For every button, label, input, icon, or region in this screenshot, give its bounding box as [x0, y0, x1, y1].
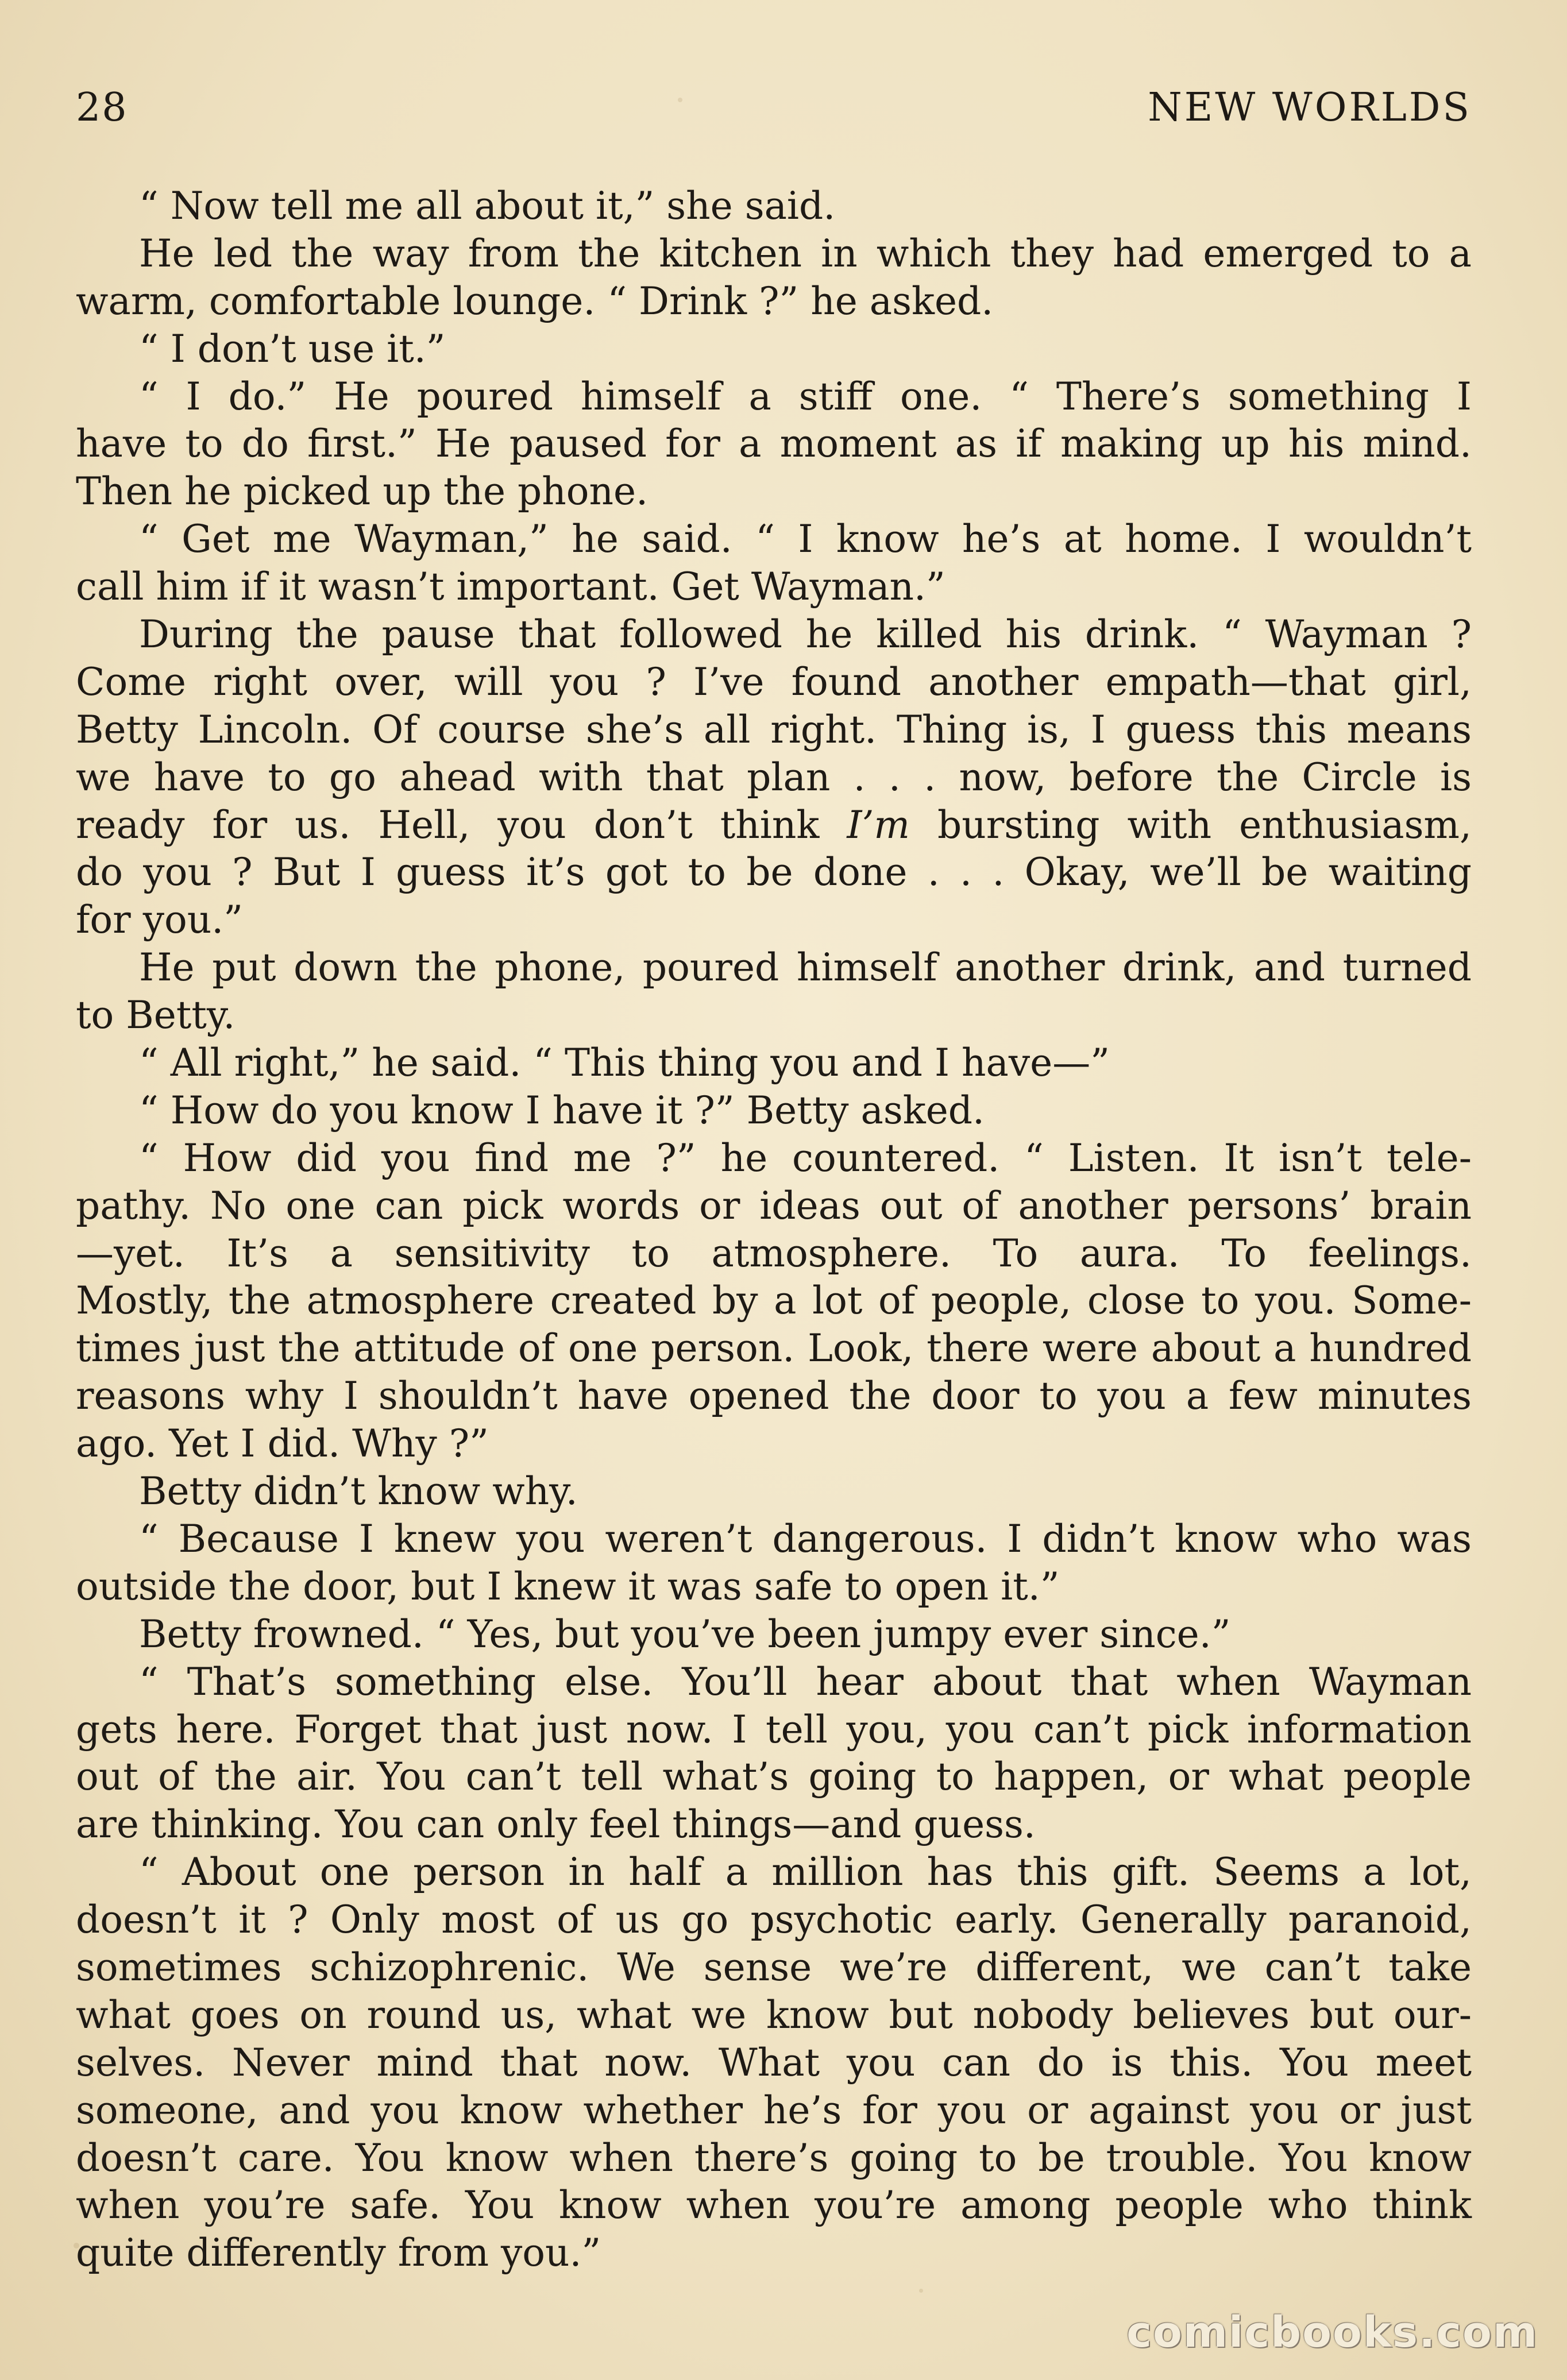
text-line: Betty frowned. “ Yes, but you’ve been jumpy ever since.” — [139, 1612, 1231, 1656]
text-line: pathy. No one can pick words or ideas out of another persons’ brain — [76, 1183, 1472, 1228]
text-line: selves. Never mind that now. What you can do is this. You meet — [76, 2040, 1472, 2085]
text-line: when you’re safe. You know when you’re among people who think — [76, 2183, 1472, 2228]
text-line: “ Because I knew you weren’t dangerous. I didn’t know who was — [139, 1516, 1472, 1561]
page-body-text — [76, 183, 1472, 2277]
text-line: Mostly, the atmosphere created by a lot of people, close to you. Some- — [76, 1278, 1472, 1323]
page-number: 28 — [76, 85, 128, 130]
text-line: outside the door, but I knew it was safe to open it.” — [76, 1564, 1060, 1609]
text-line: He led the way from the kitchen in which they had emerged to a — [139, 231, 1472, 276]
text-line: During the pause that followed he killed his drink. “ Wayman ? — [139, 612, 1472, 657]
text-line: someone, and you know whether he’s for you or against you or just — [76, 2088, 1472, 2132]
text-line: “ About one person in half a million has this gift. Seems a lot, — [139, 1850, 1472, 1895]
paper-speck — [919, 2289, 923, 2293]
text-line: doesn’t it ? Only most of us go psychotic early. Generally paranoid, — [76, 1898, 1472, 1942]
text-line: “ All right,” he said. “ This thing you and I have—” — [139, 1041, 1110, 1085]
text-line: gets here. Forget that just now. I tell you, you can’t pick information — [76, 1707, 1472, 1752]
text-line: sometimes schizophrenic. We sense we’re different, we can’t take — [76, 1945, 1472, 1989]
site-watermark: comicbooks.com — [1126, 2308, 1538, 2357]
text-line: Betty Lincoln. Of course she’s all right. Thing is, I guess this means — [76, 707, 1472, 752]
text-line: ago. Yet I did. Why ?” — [76, 1421, 489, 1466]
text-line: “ Get me Wayman,” he said. “ I know he’s at home. I wouldn’t — [139, 517, 1472, 562]
text-line: are thinking. You can only feel things—and guess. — [76, 1802, 1036, 1847]
text-line: “ Now tell me all about it,” she said. — [139, 184, 836, 228]
text-line: “ How did you find me ?” he countered. “ Listen. It isn’t tele- — [139, 1135, 1472, 1180]
text-line: what goes on round us, what we know but nobody believes but our- — [76, 1992, 1472, 2037]
text-line: we have to go ahead with that plan . . . now, before the Circle is — [76, 755, 1472, 799]
text-line: reasons why I shouldn’t have opened the door to you a few minutes — [76, 1374, 1472, 1419]
text-line: He put down the phone, poured himself another drink, and turned — [139, 945, 1472, 990]
text-line: quite differently from you.” — [76, 2231, 601, 2275]
text-line: ready for us. Hell, you don’t think I’m bursting with enthusiasm, — [76, 802, 1472, 847]
text-line: “ How do you know I have it ?” Betty asked. — [139, 1088, 985, 1133]
text-line: for you.” — [76, 898, 243, 942]
text-line: Then he picked up the phone. — [76, 469, 649, 514]
text-line: Betty didn’t know why. — [139, 1469, 578, 1514]
text-line: “ I don’t use it.” — [139, 326, 446, 371]
text-line: “ I do.” He poured himself a stiff one. “ There’s something I — [139, 374, 1472, 419]
text-line: have to do first.” He paused for a moment as if making up his mind. — [76, 422, 1472, 466]
text-line: times just the attitude of one person. Look, there were about a hundred — [76, 1326, 1472, 1371]
running-title: NEW WORLDS — [1148, 85, 1472, 130]
text-line: do you ? But I guess it’s got to be done . . . Okay, we’ll be waiting — [76, 850, 1472, 895]
page-header — [76, 85, 1472, 142]
text-line: warm, comfortable lounge. “ Drink ?” he asked. — [76, 279, 994, 323]
text-line: Come right over, will you ? I’ve found another empath—that girl, — [76, 659, 1472, 704]
emphasis-text: I’m — [847, 802, 910, 847]
text-line: “ That’s something else. You’ll hear about that when Wayman — [139, 1659, 1472, 1704]
text-line: call him if it wasn’t important. Get Wayman.” — [76, 565, 945, 609]
text-line: —yet. It’s a sensitivity to atmosphere. To aura. To feelings. — [76, 1231, 1472, 1276]
text-line: to Betty. — [76, 993, 236, 1038]
text-line: out of the air. You can’t tell what’s going to happen, or what people — [76, 1755, 1472, 1799]
text-line: doesn’t care. You know when there’s going to be trouble. You know — [76, 2135, 1472, 2180]
